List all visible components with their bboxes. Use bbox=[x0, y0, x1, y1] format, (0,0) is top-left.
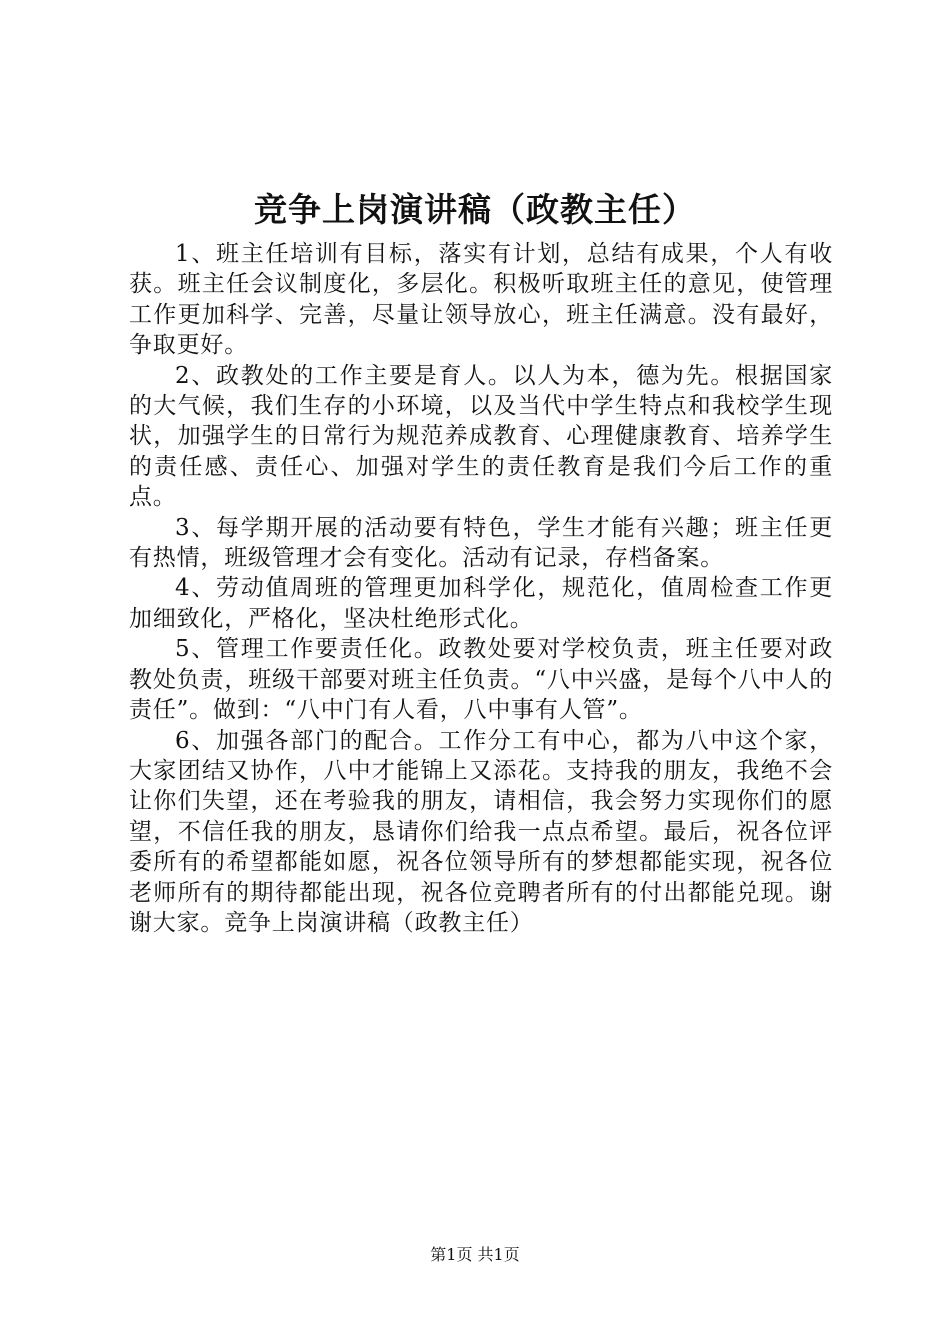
paragraph-1: 1、班主任培训有目标，落实有计划，总结有成果，个人有收获。班主任会议制度化，多层化。积极听取班主任的意见，使管理工作更加科学、完善，尽量让领导放心，班主任满意。没有最好，争取更好。 bbox=[129, 241, 833, 359]
paragraph-2: 2、政教处的工作主要是育人。以人为本，德为先。根据国家的大气候，我们生存的小环境，以及当代中学生特点和我校学生现状，加强学生的日常行为规范养成教育、心理健康教育、培养学生的责任感、责任心、加强对学生的责任教育是我们今后工作的重点。 bbox=[129, 362, 833, 511]
paragraph-4: 4、劳动值周班的管理更加科学化，规范化，值周检查工作更加细致化，严格化，坚决杜绝形式化。 bbox=[129, 575, 833, 632]
document-body bbox=[129, 239, 833, 938]
document-title: 竞争上岗演讲稿（政教主任） bbox=[254, 190, 696, 229]
page-footer: 第1页 共1页 bbox=[430, 1245, 520, 1264]
paragraph-5: 5、管理工作要责任化。政教处要对学校负责，班主任要对政教处负责，班级干部要对班主任负责。“八中兴盛，是每个八中人的责任”。做到：“八中门有人看，八中事有人管”。 bbox=[129, 636, 833, 724]
paragraph-3: 3、每学期开展的活动要有特色，学生才能有兴趣；班主任更有热情，班级管理才会有变化。活动有记录，存档备案。 bbox=[129, 514, 833, 572]
paragraph-6: 6、加强各部门的配合。工作分工有中心，都为八中这个家，大家团结又协作，八中才能锦上又添花。支持我的朋友，我绝不会让你们失望，还在考验我的朋友，请相信，我会努力实现你们的愿望，不信任我的朋友，恳请你们给我一点点希望。最后，祝各位评委所有的希望都能如愿，祝各位领导所有的梦想都能实现，祝各位老师所有的期待都能出现，祝各位竞聘者所有的付出都能兑现。谢谢大家。竞争上岗演讲稿（政教主任） bbox=[129, 727, 833, 936]
